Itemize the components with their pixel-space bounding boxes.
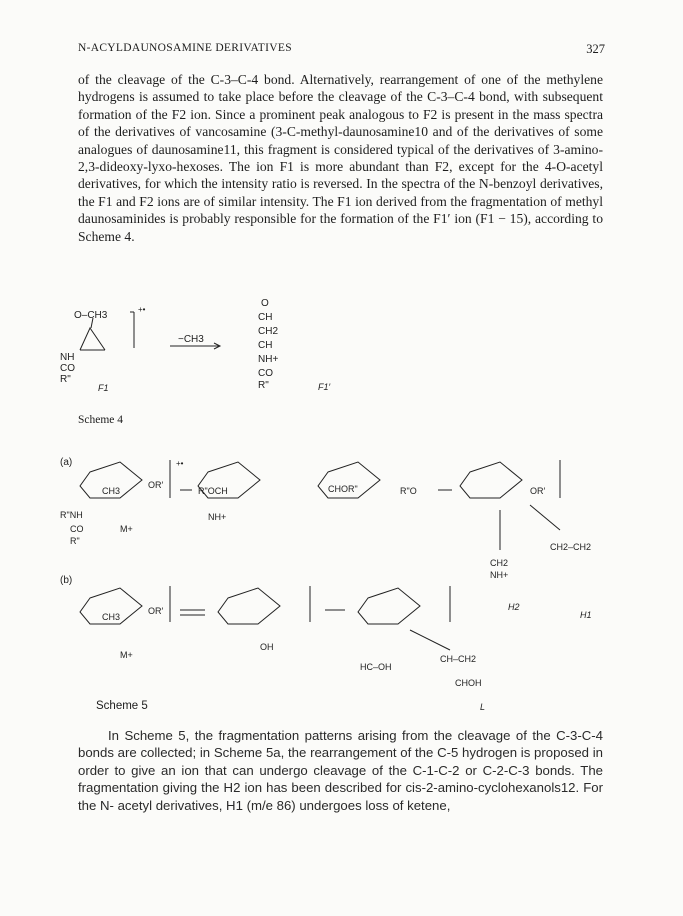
s5-chor: CHOR" xyxy=(328,484,358,494)
scheme-4-caption: Scheme 4 xyxy=(78,414,124,426)
s4-nhplus: NH+ xyxy=(258,354,279,365)
s4-minus-ch3: −CH3 xyxy=(178,334,204,345)
s5-nhplus: NH+ xyxy=(208,512,227,522)
s4-ch-b: CH xyxy=(258,340,273,351)
s5-mplus: M+ xyxy=(120,524,133,534)
s4-radical-cation: +• xyxy=(138,305,146,314)
body-paragraph-1: of the cleavage of the C-3–C-4 bond. Alternatively, rearrangement of one of the methylene hydrogens is assumed to take place before the cleavage of the C-3–C-4 bond, with subsequent formation of the F2 ion. Since a prominent peak analogous to F2 is present in the mass spectra of the derivatives of vancosamine (3-C-methyl-daunosamine10 and of the derivatives of some analogues of daunosamine11, this fragment is considered typical of the derivatives of 3-amino-2,3-dideoxy-lyxo-hexoses. The ion F1 is more abundant than F2, except for the 4-O-acetyl derivatives, for which the intensity ratio is reversed. In the spectra of the N-benzoyl derivatives, the F1 and F2 ions are of similar intensity. The F1 ion derived from the fragmentation of methyl daunosaminides is probably responsible for the formation of the F1′ ion (F1 − 15), according to Scheme 4. xyxy=(78,72,603,244)
running-title: N-ACYLDAUNOSAMINE DERIVATIVES xyxy=(78,42,292,54)
s5-mplus-b: M+ xyxy=(120,650,133,660)
s4-o: O xyxy=(261,298,269,309)
s5-label-a: (a) xyxy=(60,457,73,468)
s4-r-b: R" xyxy=(258,380,269,391)
s5-or: OR′ xyxy=(148,480,164,490)
s5-h2: H2 xyxy=(508,602,520,612)
s5-oh: OH xyxy=(260,642,274,652)
s5-rnh: R"NH xyxy=(60,510,83,520)
s5-h1: H1 xyxy=(580,610,592,620)
s5-co: CO xyxy=(70,524,84,534)
page-header xyxy=(78,42,605,62)
s4-f1prime: F1′ xyxy=(318,382,331,392)
s4-nh: NH xyxy=(60,352,75,363)
s5-chohn: CHOH xyxy=(455,678,482,688)
s5-ch3-b: CH3 xyxy=(102,612,121,622)
s5-rad1: +• xyxy=(176,459,184,468)
scheme-5-diagram xyxy=(60,450,610,710)
s5-or2: OR′ xyxy=(530,486,546,496)
s4-ch: CH xyxy=(258,312,273,323)
s5-label-b: (b) xyxy=(60,575,73,586)
body-paragraph-2: In Scheme 5, the fragmentation patterns arising from the cleavage of the C-3-C-4 bonds are collected; in Scheme 5a, the rearrangement of the C-5 hydrogen is proposed in order to give an ion that can undergo cleavage of the C-1-C-2 or C-2-C-3 bonds. The fragmentation giving the H2 ion has been described for cis-2-amino-cyclohexanols12. For the N- acetyl derivatives, H1 (m/e 86) undergoes loss of ketene, xyxy=(78,728,603,813)
s4-f1: F1 xyxy=(98,383,109,393)
s5-hcoh: HC–OH xyxy=(360,662,392,672)
page-number: 327 xyxy=(586,42,605,56)
s4-co-b: CO xyxy=(258,368,273,379)
s5-ch2ch2: CH2–CH2 xyxy=(550,542,592,552)
s4-ch2: CH2 xyxy=(258,326,279,337)
scheme-5-caption: Scheme 5 xyxy=(96,700,148,712)
s5-roch: R"OCH xyxy=(198,486,228,496)
s5-ch3: CH3 xyxy=(102,486,121,496)
s4-co: CO xyxy=(60,363,75,374)
scheme-4-diagram xyxy=(60,298,380,398)
s5-nhplus2: NH+ xyxy=(490,570,509,580)
s4-r: R" xyxy=(60,374,71,385)
s5-chch2: CH–CH2 xyxy=(440,654,477,664)
s5-r: R" xyxy=(70,536,80,546)
s5-ro: R"O xyxy=(400,486,417,496)
s5-ch2: CH2 xyxy=(490,558,509,568)
s5-l: L xyxy=(480,702,486,710)
s4-o-ch3: O–CH3 xyxy=(74,310,108,321)
s5-or-b: OR′ xyxy=(148,606,164,616)
